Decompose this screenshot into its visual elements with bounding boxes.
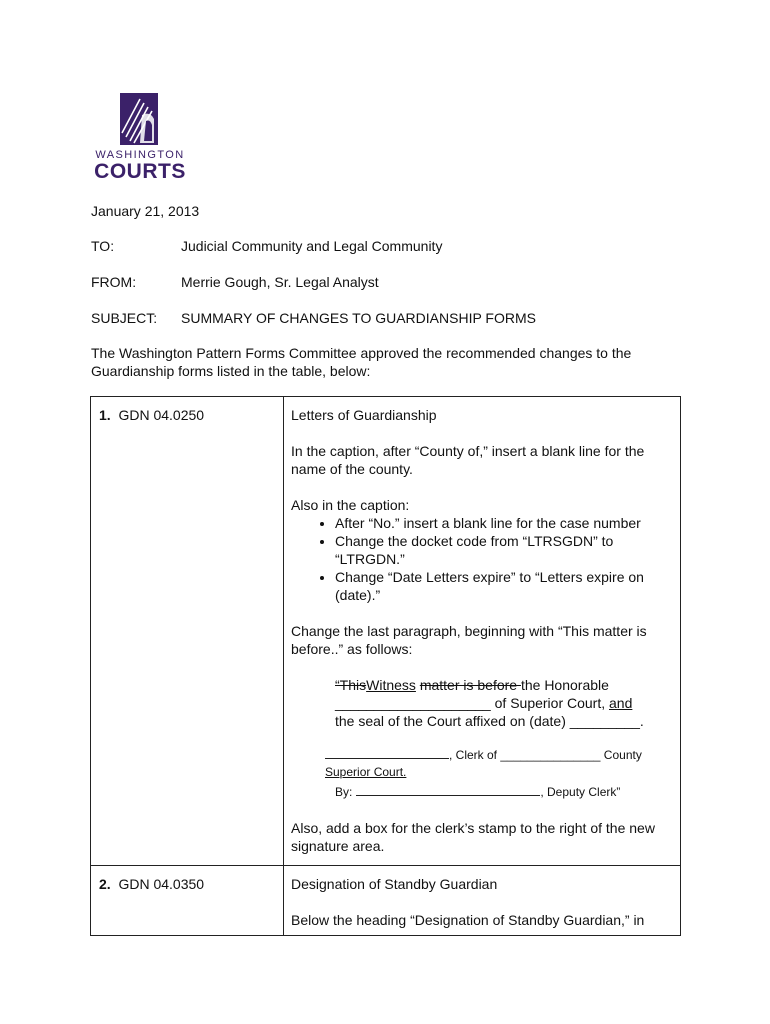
form-description-cell (284, 397, 681, 866)
clerk-text: , Clerk of (449, 748, 501, 762)
also-caption-paragraph: Also in the caption: (291, 497, 410, 513)
from-label: FROM: (91, 274, 137, 290)
row-number: 1. (99, 407, 111, 423)
last-paragraph-instruction: Change the last paragraph, beginning with “This matter is before..” as follows: (291, 623, 647, 657)
forms-table (90, 396, 681, 936)
row-number: 2. (99, 876, 111, 892)
deputy-clerk-text: , Deputy Clerk” (540, 785, 621, 799)
table-row (91, 866, 681, 936)
form-number-cell (91, 866, 284, 936)
sig-text: the seal of the Court affixed on (date) _________. (335, 713, 644, 729)
list-item: • Change “Date Letters expire” to “Letters expire on (date).” (335, 568, 672, 604)
clerk-signature-block (291, 746, 672, 801)
clerk-name-line (325, 746, 449, 759)
form-id: GDN 04.0350 (118, 876, 205, 892)
logo-courts-text: COURTS (94, 160, 186, 183)
caption-changes-list (291, 514, 672, 604)
judge-blank: ____________________ (335, 695, 491, 711)
standby-heading-paragraph: Below the heading “Designation of Standby Guardian,” in (291, 912, 645, 928)
washington-courts-logo (92, 93, 192, 185)
form-description-cell (284, 866, 681, 936)
clerk-stamp-paragraph: Also, add a box for the clerk’s stamp to the right of the new signature area. (291, 820, 655, 854)
from-value: Merrie Gough, Sr. Legal Analyst (181, 274, 379, 290)
courts-emblem-icon (120, 93, 158, 145)
to-value: Judicial Community and Legal Community (181, 238, 443, 254)
sig-text: the Honorable (520, 677, 609, 693)
clerk-text: County (600, 748, 642, 762)
form-title: Letters of Guardianship (291, 407, 437, 423)
form-title: Designation of Standby Guardian (291, 876, 498, 892)
revised-paragraph-text (291, 676, 672, 730)
form-number-cell (91, 397, 284, 866)
intro-paragraph: The Washington Pattern Forms Committee approved the recommended changes to the Guardianship forms listed in the table, below: (91, 345, 632, 379)
clerk-text: Superior Court. (325, 765, 407, 779)
form-id: GDN 04.0250 (118, 407, 205, 423)
logo-washington-text: WASHINGTON (95, 149, 185, 161)
struck-text: matter is before (419, 677, 521, 693)
by-label: By: (335, 785, 353, 799)
sig-text: of Superior Court, (490, 695, 606, 711)
caption-change-paragraph: In the caption, after “County of,” insert a blank line for the name of the county. (291, 443, 645, 477)
struck-text: “This (335, 677, 367, 693)
list-item: • After “No.” insert a blank line for the case number (335, 514, 672, 532)
subject-label: SUBJECT: (91, 310, 158, 326)
county-blank: _______________ (500, 748, 601, 762)
inserted-text: Witness (366, 677, 416, 693)
list-item: • Change the docket code from “LTRSGDN” to “LTRGDN.” (335, 532, 672, 568)
deputy-name-line (356, 783, 540, 796)
memo-date: January 21, 2013 (91, 203, 200, 219)
to-label: TO: (91, 238, 115, 254)
inserted-text: and (609, 695, 633, 711)
subject-value: SUMMARY OF CHANGES TO GUARDIANSHIP FORMS (181, 310, 536, 326)
table-row (91, 397, 681, 866)
